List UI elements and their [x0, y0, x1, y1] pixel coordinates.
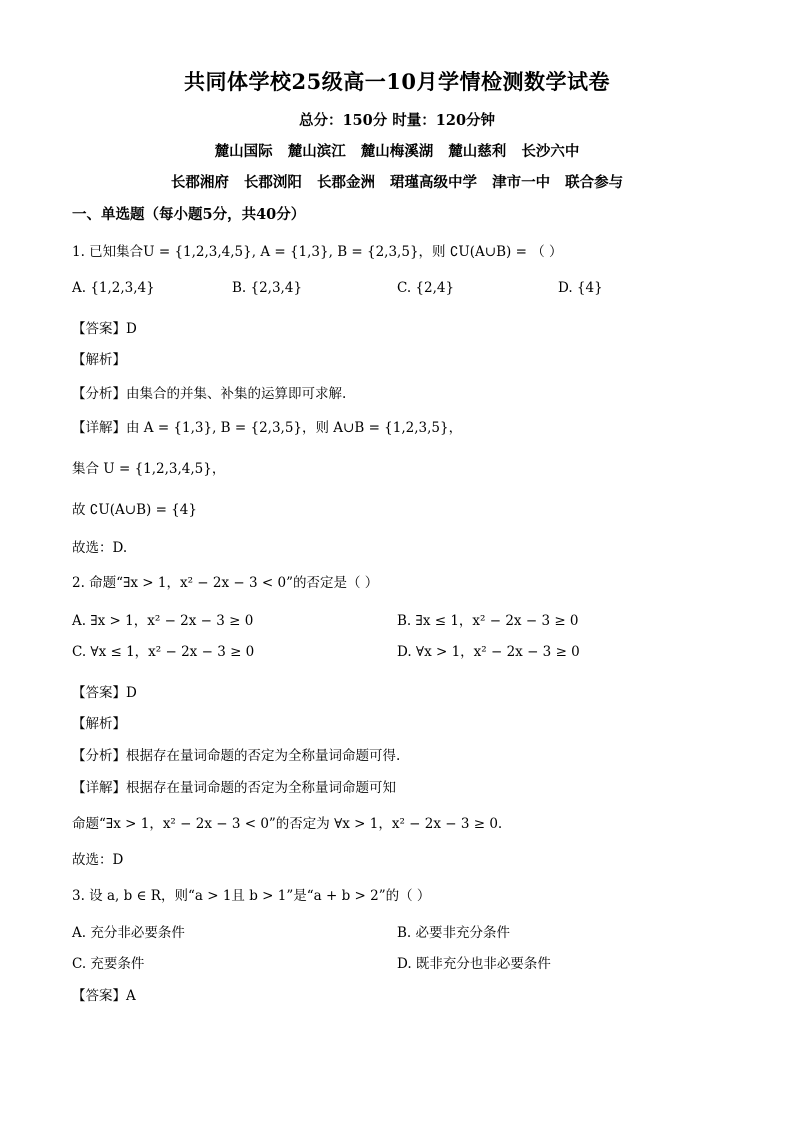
schools-line-1: 麓山国际 麓山滨江 麓山梅溪湖 麓山慈利 长沙六中	[214, 143, 580, 160]
exam-title: 共同体学校25级高一10月学情检测数学试卷	[184, 69, 610, 94]
q3-option-b: B. 必要非充分条件	[397, 925, 511, 941]
q2-option-a: A. ∃x > 1，x² − 2x − 3 ≥ 0	[72, 613, 254, 629]
q2-analysis-label: 【解析】	[72, 716, 126, 732]
q3-answer: 【答案】A	[72, 988, 136, 1004]
q3-option-c: C. 充要条件	[72, 956, 145, 972]
exam-subtitle: 总分：150分 时量：120分钟	[298, 112, 496, 129]
q1-option-d: D. {4}	[558, 280, 603, 296]
q2-option-b: B. ∃x ≤ 1，x² − 2x − 3 ≥ 0	[397, 613, 579, 629]
q1-option-a: A. {1,2,3,4}	[72, 280, 155, 296]
q3-option-a: A. 充分非必要条件	[72, 925, 185, 941]
q1-stem: 1. 已知集合U = {1,2,3,4,5}, A = {1,3}, B = {2,3,5}，则 ∁U(A∪B) = （ ）	[72, 244, 563, 260]
q1-line2: 集合 U = {1,2,3,4,5}，	[72, 461, 226, 477]
q2-fenxi: 【分析】根据存在量词命题的否定为全称量词命题可得.	[72, 748, 401, 764]
q1-choose: 故选：D.	[72, 540, 128, 556]
q2-answer: 【答案】D	[72, 685, 137, 701]
q1-option-c: C. {2,4}	[397, 280, 455, 296]
q2-xiangjie: 【详解】根据存在量词命题的否定为全称量词命题可知	[72, 780, 396, 796]
q1-xiangjie: 【详解】由 A = {1,3}, B = {2,3,5}，则 A∪B = {1,2,3,5}，	[72, 420, 463, 436]
section-title: 一、单选题（每小题5分，共40分）	[72, 206, 306, 223]
q3-stem: 3. 设 a, b ∈ R，则“a > 1且 b > 1”是“a + b > 2”的（ ）	[72, 888, 431, 904]
q2-option-c: C. ∀x ≤ 1，x² − 2x − 3 ≥ 0	[72, 644, 255, 660]
q1-analysis-label: 【解析】	[72, 352, 126, 368]
q1-option-b: B. {2,3,4}	[232, 280, 303, 296]
q2-choose: 故选：D	[72, 852, 124, 868]
q2-option-d: D. ∀x > 1，x² − 2x − 3 ≥ 0	[397, 644, 580, 660]
q2-line2: 命题“∃x > 1，x² − 2x − 3 < 0”的否定为 ∀x > 1，x² − 2x − 3 ≥ 0.	[72, 816, 503, 832]
q1-answer: 【答案】D	[72, 321, 137, 337]
q2-stem: 2. 命题“∃x > 1，x² − 2x − 3 < 0”的否定是（ ）	[72, 575, 379, 591]
schools-line-2: 长郡湘府 长郡浏阳 长郡金洲 珺瑾高级中学 津市一中 联合参与	[170, 174, 624, 191]
q3-option-d: D. 既非充分也非必要条件	[397, 956, 551, 972]
q1-line3: 故 ∁U(A∪B) = {4}	[72, 502, 197, 518]
q1-fenxi: 【分析】由集合的并集、补集的运算即可求解.	[72, 386, 347, 402]
